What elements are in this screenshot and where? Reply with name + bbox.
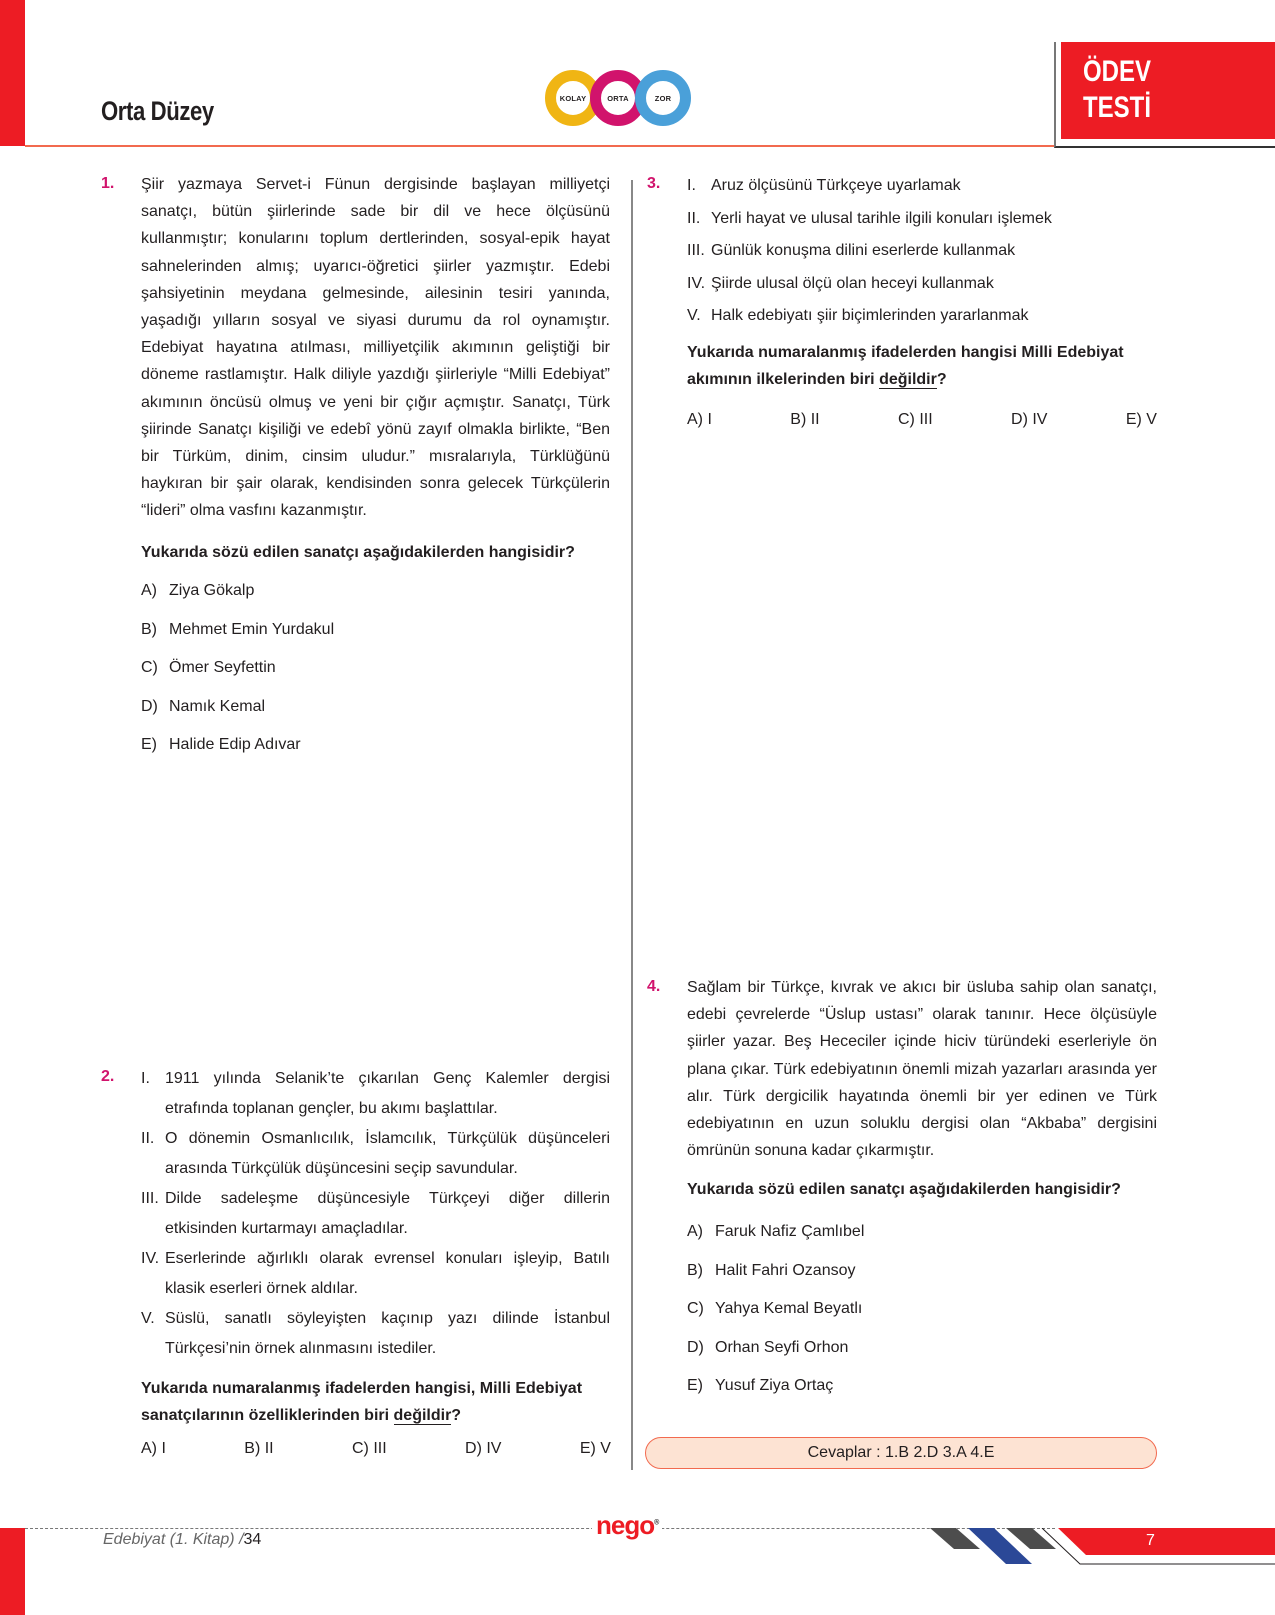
difficulty-label: ZOR bbox=[654, 93, 672, 103]
difficulty-zor-ring bbox=[635, 70, 691, 126]
book-title: Edebiyat (1. Kitap) / bbox=[103, 1531, 244, 1548]
statement-item: IV. Eserlerinde ağırlıklı olarak evrensel konuları işleyip, Batılı klasik eserleri örnek aldılar. bbox=[141, 1250, 610, 1297]
statement-item: III. Günlük konuşma dilini eserlerde kullanmak bbox=[687, 242, 1016, 259]
option-b[interactable]: B) II bbox=[790, 411, 820, 428]
column-divider bbox=[631, 180, 633, 1470]
option-d[interactable]: D) IV bbox=[1011, 411, 1048, 428]
footer-book-info bbox=[103, 1531, 261, 1549]
difficulty-label: ORTA bbox=[607, 93, 629, 103]
option-b[interactable]: B) II bbox=[244, 1440, 274, 1457]
question-number: 3. bbox=[647, 175, 661, 192]
answer-key: Cevaplar : 1.B 2.D 3.A 4.E bbox=[645, 1437, 1157, 1469]
option-e[interactable]: E) V bbox=[579, 1440, 611, 1457]
left-accent-bar-top bbox=[0, 0, 25, 146]
option-a[interactable]: A) I bbox=[687, 411, 712, 428]
question-3-options bbox=[687, 411, 1157, 429]
question-2-options bbox=[141, 1440, 611, 1458]
statement-item: IV. Şiirde ulusal ölçü olan heceyi kullanmak bbox=[687, 274, 994, 292]
left-accent-bar-bottom bbox=[0, 1528, 25, 1615]
option-a[interactable]: A) Ziya Gökalp bbox=[141, 582, 255, 599]
question-3-stem: Yukarıda numaralanmış ifadelerden hangisi Milli Edebiyat akımının ilkelerinden biri değildir? bbox=[687, 343, 1124, 388]
question-4-stem: Yukarıda sözü edilen sanatçı aşağıdakilerden hangisidir? bbox=[687, 1181, 1121, 1199]
book-page: 34 bbox=[243, 1531, 262, 1548]
footer-stripes bbox=[930, 1528, 1275, 1568]
difficulty-label: KOLAY bbox=[559, 93, 587, 103]
option-b[interactable]: B) Mehmet Emin Yurdakul bbox=[141, 620, 335, 638]
question-1-options bbox=[141, 580, 334, 773]
question-1-stem: Yukarıda sözü edilen sanatçı aşağıdakilerden hangisidir? bbox=[141, 543, 575, 561]
question-1 bbox=[141, 171, 610, 566]
option-d[interactable]: D) IV bbox=[465, 1440, 502, 1457]
statement-item: II. O dönemin Osmanlıcılık, İslamcılık, Türkçülük düşünceleri arasında Türkçülük düşüncesini seçip savundular. bbox=[141, 1130, 610, 1177]
question-number: 2. bbox=[101, 1068, 115, 1085]
question-3 bbox=[687, 170, 1157, 393]
option-e[interactable]: E) V bbox=[1125, 411, 1157, 428]
option-c[interactable]: C) Ömer Seyfettin bbox=[141, 659, 276, 676]
page-number: 7 bbox=[1146, 1532, 1155, 1549]
emphasis-negation: değildir bbox=[879, 370, 937, 388]
question-2-stem: Yukarıda numaralanmış ifadelerden hangisi, Milli Edebiyat sanatçılarının özelliklerinden biri değildir? bbox=[141, 1380, 583, 1424]
page-number-tab bbox=[1058, 1528, 1275, 1555]
statement-item: V. Halk edebiyatı şiir biçimlerinden yararlanmak bbox=[687, 307, 1029, 324]
option-c[interactable]: C) III bbox=[351, 1440, 387, 1457]
question-4 bbox=[687, 974, 1157, 1203]
statement-item: II. Yerli hayat ve ulusal tarihle ilgili konuları işlemek bbox=[687, 209, 1052, 227]
homework-test-badge bbox=[1061, 42, 1275, 139]
option-c[interactable]: C) III bbox=[897, 411, 933, 428]
option-a[interactable]: A) Faruk Nafiz Çamlıbel bbox=[687, 1223, 865, 1240]
badge-line2: TESTİ bbox=[1083, 91, 1152, 124]
option-e[interactable]: E) Yusuf Ziya Ortaç bbox=[687, 1377, 834, 1394]
question-1-passage: Şiir yazmaya Servet-i Fünun dergisinde başlayan milliyetçi sanatçı, bütün şiirlerinde sade bir dil ve hece ölçüsünü kullanmıştır; konularını toplum dertlerinden, sosyal-epik hayat sahnelerinden almış; uyarıcı-öğretici şiirler yazmıştır. Edebi şahsiyetinin meydana gelmesinde, ailesinin tesiri yanında, yaşadığı yılların sosyal ve siyasi durumu da rol oynamıştır. Edebiyat hayatına atılması, milliyetçilik akımının geliştiği bir döneme rastlamıştır. Halk diliyle yazdığı şiirleriyle “Milli Edebiyat” akımının öncüsü olmuş ve yeni bir çığır açmıştır. Sanatçı, Türk şiirinde Sanatçı kişiliği ve edebî yönü zayıf olmakla birlikte, “Ben bir Türküm, dinim, cinsim uludur.” mısralarıyla, Türklüğünü haykıran bir şair olarak, kendisinden sonra gelecek Türkçülerin “lideri” olma vasfını kazanmıştır. bbox=[141, 176, 610, 520]
badge-line1: ÖDEV bbox=[1083, 55, 1152, 88]
option-d[interactable]: D) Orhan Seyfi Orhon bbox=[687, 1338, 849, 1356]
option-e[interactable]: E) Halide Edip Adıvar bbox=[141, 736, 301, 753]
emphasis-negation: değildir bbox=[393, 1407, 452, 1424]
footer-divider bbox=[25, 1528, 1055, 1529]
publisher-logo: nego® bbox=[592, 1510, 662, 1541]
difficulty-indicator bbox=[545, 70, 705, 132]
option-c[interactable]: C) Yahya Kemal Beyatlı bbox=[687, 1300, 863, 1317]
option-b[interactable]: B) Halit Fahri Ozansoy bbox=[687, 1261, 856, 1279]
option-a[interactable]: A) I bbox=[141, 1440, 166, 1457]
question-4-options bbox=[687, 1221, 864, 1414]
level-title: Orta Düzey bbox=[101, 96, 214, 126]
stripe-gray-2 bbox=[1006, 1528, 1056, 1549]
question-number: 4. bbox=[647, 978, 661, 995]
question-4-passage: Sağlam bir Türkçe, kıvrak ve akıcı bir üsluba sahip olan sanatçı, edebi çevrelerde “Üslup ustası” olarak tanınır. Hece ölçüsüyle şiirler yazar. Beş Hececiler içinde hiciv türündeki eserleriyle ön plana çıkar. Türk edebiyatının önemli mizah yazarları arasında yer alır. Türk dergicilik hayatında önemli bir yer edinen ve Türk edebiyatının en uzun soluklu dergisi olan “Akbaba” dergisini ömrünün sonuna kadar çıkarmıştır. bbox=[687, 979, 1157, 1160]
option-d[interactable]: D) Namık Kemal bbox=[141, 697, 266, 715]
header-divider bbox=[25, 145, 1055, 147]
statement-item: I. 1911 yılında Selanik’te çıkarılan Genç Kalemler dergisi etrafında toplanan gençler, bu akımı başlattılar. bbox=[141, 1070, 610, 1117]
question-2-statements bbox=[141, 1064, 610, 1363]
statement-item: I. Aruz ölçüsünü Türkçeye uyarlamak bbox=[687, 177, 961, 194]
statement-item: V. Süslü, sanatlı söyleyişten kaçınıp yazı dilinde İstanbul Türkçesi’nin örnek alınmasını istediler. bbox=[141, 1310, 610, 1357]
statement-item: III. Dilde sadeleşme düşüncesiyle Türkçeyi diğer dillerin etkisinden kurtarmayı amaçladılar. bbox=[141, 1190, 610, 1237]
question-2 bbox=[141, 1064, 610, 1429]
question-number: 1. bbox=[101, 175, 115, 192]
question-3-statements bbox=[687, 170, 1157, 333]
